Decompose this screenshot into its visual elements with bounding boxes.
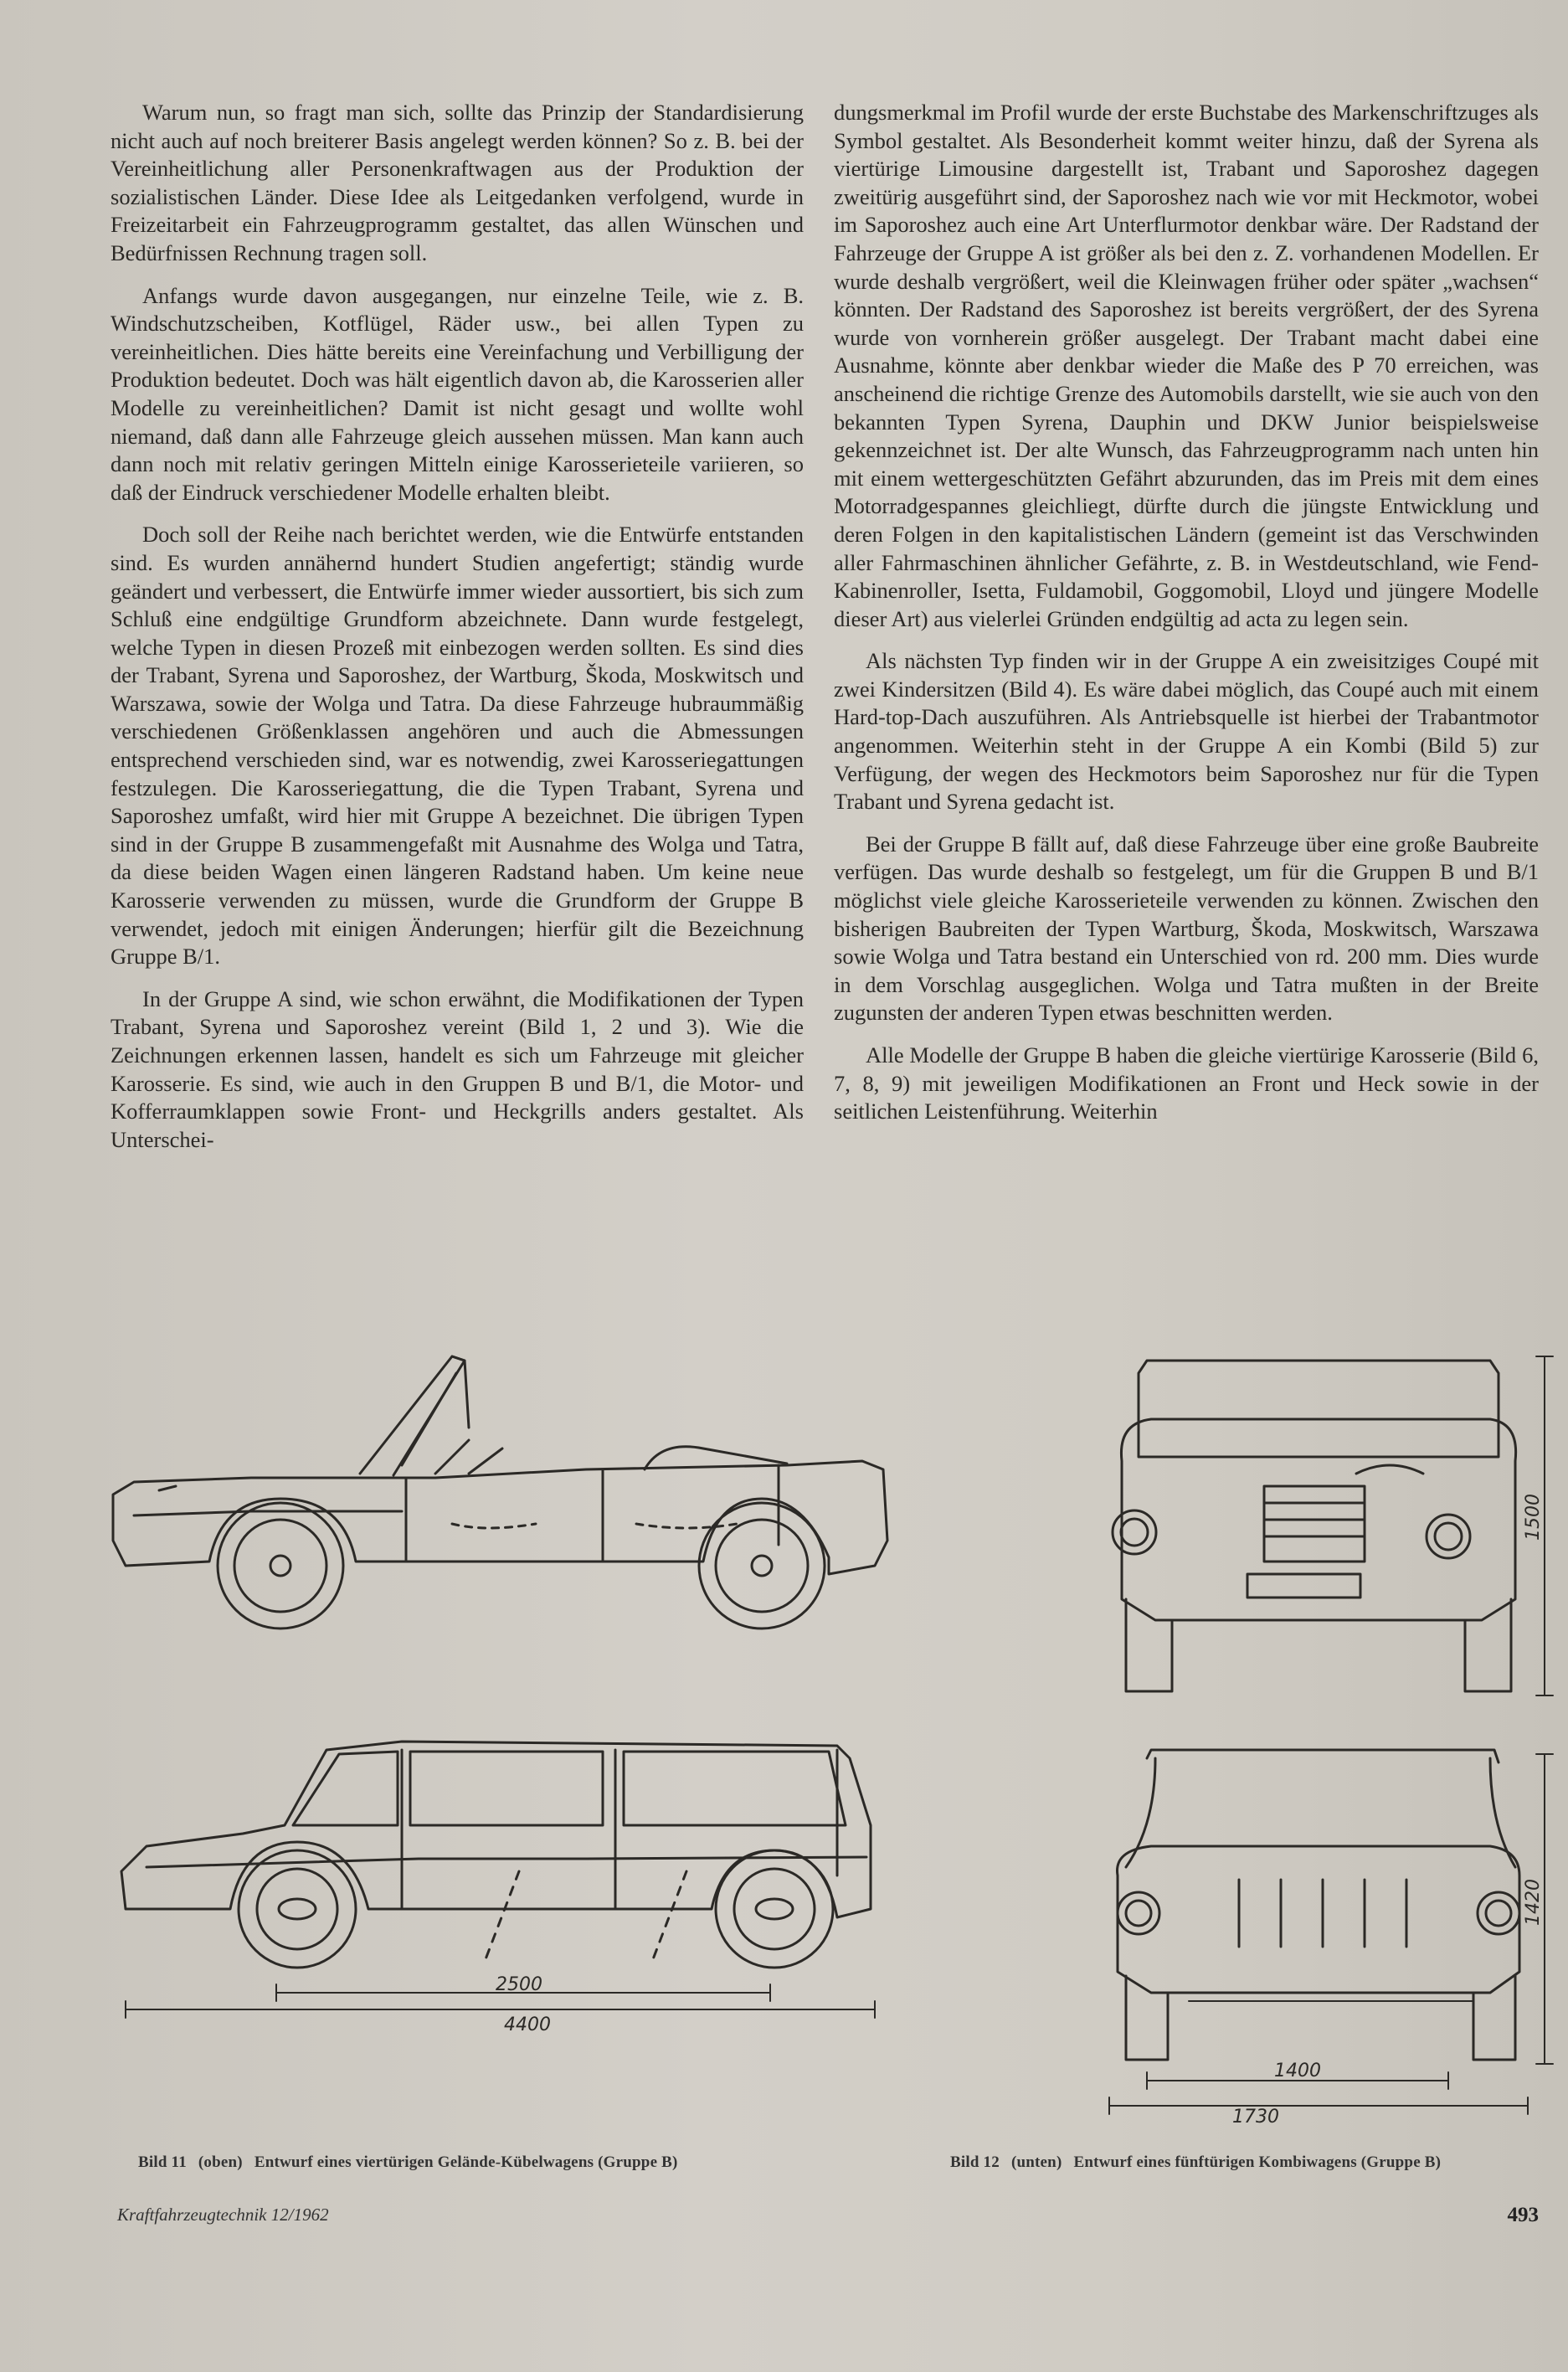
caption-number: Bild 12 bbox=[950, 2153, 1000, 2171]
caption-number: Bild 11 bbox=[138, 2153, 187, 2171]
caption-position: (oben) bbox=[198, 2153, 243, 2171]
left-text-column bbox=[111, 99, 804, 1168]
height-dimension-label: 1500 bbox=[1523, 1494, 1544, 1541]
wheelbase-dimension-label: 2500 bbox=[496, 1974, 542, 1995]
paragraph: Als nächsten Typ finden wir in der Gruppe A ein zweisitziges Coupé mit zwei Kindersitzen (Bild 4). Es wäre dabei möglich, das Coupé auch mit einem Hard-top-Dach auszuführen. Als Antriebsquelle ist hierbei der Trabantmotor angenommen. Weiterhin steht in der Gruppe A ein Kombi (Bild 5) zur Verfügung, der wegen des Heckmotors beim Saporoshez nur für die Typen Trabant und Syrena gedacht ist. bbox=[834, 648, 1539, 815]
caption-text: Entwurf eines viertürigen Gelände-Kübelwagens (Gruppe B) bbox=[254, 2153, 678, 2171]
caption-text: Entwurf eines fünftürigen Kombiwagens (Gruppe B) bbox=[1073, 2153, 1442, 2171]
paragraph: Doch soll der Reihe nach berichtet werden, wie die Entwürfe entstanden sind. Es wurden annähernd hundert Studien angefertigt; ständig wurde geändert und verbessert, die Entwürfe immer wieder aussortiert, bis sich zum Schluß eine endgültige Grundform abzeichnete. Dann wurde festgelegt, welche Typen in diesen Prozeß mit einbezogen werden sollten. Es sind dies der Trabant, Syrena und Saporoshez, der Wartburg, Škoda, Moskwitsch und Warszawa, sowie der Wolga und Tatra. Da diese Fahrzeuge hubraummäßig verschiedenen Größenklassen angehören und auch die Abmessungen entsprechend verschieden sind, war es notwendig, zwei Karosseriegattungen festzulegen. Die Karosseriegattung, die die Typen Trabant, Syrena und Saporoshez umfaßt, wird hier mit Gruppe A bezeichnet. Die übrigen Typen sind in der Gruppe B zusammengefaßt mit Ausnahme des Wolga und Tatra, da diese beiden Wagen einen längeren Radstand haben. Um keine neue Karosserie verwenden zu müssen, wurde die Grundform der Gruppe B verwendet, jedoch mit einigen Änderungen; hierfür gilt die Bezeichnung Gruppe B/1. bbox=[111, 522, 804, 970]
journal-footer: Kraftfahrzeugtechnik 12/1962 bbox=[117, 2205, 329, 2225]
width-dimension-label: 1730 bbox=[1232, 2107, 1279, 2127]
side-view-utility-car-drawing bbox=[113, 1356, 887, 1628]
front-view-utility-car-drawing bbox=[1113, 1356, 1553, 1695]
track-dimension-label: 1400 bbox=[1274, 2061, 1321, 2081]
front-view-estate-car-drawing bbox=[1109, 1750, 1553, 2127]
paragraph: Alle Modelle der Gruppe B haben die gleiche viertürige Karosserie (Bild 6, 7, 8, 9) mit jeweiligen Modifikationen an Front und Heck sowie in der seitlichen Leistenführung. Weiterhin bbox=[834, 1042, 1539, 1124]
page-number: 493 bbox=[1507, 2204, 1539, 2226]
paragraph: Warum nun, so fragt man sich, sollte das Prinzip der Standardisierung nicht auch auf noch breiterer Basis angelegt werden können? So z. B. bei der Vereinheitlichung aller Personenkraftwagen aus der Produktion der sozialistischen Länder. Diese Idee als Leitgedanken verfolgend, wurde in Freizeitarbeit ein Fahrzeugprogramm gestaltet, das allen Wünschen und Bedürfnissen Rechnung tragen soll. bbox=[111, 100, 804, 265]
technical-drawings bbox=[0, 1323, 1568, 2127]
paragraph: dungsmerkmal im Profil wurde der erste Buchstabe des Markenschriftzuges als Symbol gestaltet. Als Besonderheit kommt weiter hinzu, daß der Syrena als viertürige Limousine dargestellt ist, Trabant und Saporoshez dagegen zweitürig ausgeführt sind, der Saporoshez nach wie vor mit Heckmotor, wobei im Saporoshez auch eine Art Unterflurmotor denkbar wäre. Der Radstand der Fahrzeuge der Gruppe A ist größer als bei den z. Z. vorhandenen Modellen. Er wurde deshalb vergrößert, weil die Kleinwagen früher oder später „wachsen“ könnten. Der Radstand des Saporoshez ist bereits vergrößert, der des Syrena wurde von vornherein größer ausgelegt. Der Trabant macht dabei eine Ausnahme, könnte aber denkbar wieder die Maße des P 70 erreichen, was anscheinend die richtige Grenze des Automobils darstellt, wie sie auch von den bekannten Typen Syrena, Dauphin und DKW Junior beispielsweise gekennzeichnet ist. Der alte Wunsch, das Fahrzeugprogramm nach unten hin mit einem wettergeschützten Gefährt abzurunden, das im Preis mit dem eines Motorradgespannes gleichliegt, dürfte durch die jüngste Entwicklung und deren Folgen in den kapitalistischen Ländern (gemeint ist das Verschwinden aller Fahrmaschinen ähnlicher Gefährte, z. B. in Westdeutschland, wie Fend-Kabinenroller, Isetta, Fuldamobil, Goggomobil, Lloyd und jüngere Modelle dieser Art) aus vielerlei Gründen endgültig ad acta zu legen sein. bbox=[834, 100, 1539, 631]
side-view-estate-car-drawing bbox=[121, 1742, 875, 2035]
paragraph: In der Gruppe A sind, wie schon erwähnt, die Modifikationen der Typen Trabant, Syrena und Saporoshez vereint (Bild 1, 2 und 3). Wie die Zeichnungen erkennen lassen, handelt es sich um Fahrzeuge mit gleicher Karosserie. Es sind, wie auch in den Gruppen B und B/1, die Motor- und Kofferraumklappen sowie Front- und Heckgrills anders gestaltet. Als Unterschei- bbox=[111, 985, 804, 1152]
paragraph: Bei der Gruppe B fällt auf, daß diese Fahrzeuge über eine große Baubreite verfügen. Das wurde deshalb so festgelegt, um für die Gruppen B und B/1 möglichst viele gleiche Karosserieteile verwenden zu können. Zwischen den bisherigen Baubreiten der Typen Wartburg, Škoda, Moskwitsch, Warszawa sowie Wolga und Tatra bestand ein Unterschied von rd. 200 mm. Dies wurde in dem Vorschlag ausgeglichen. Wolga und Tatra mußten in der Breite zugunsten der anderen Typen etwas beschnitten werden. bbox=[834, 831, 1539, 1026]
caption-position: (unten) bbox=[1010, 2153, 1062, 2171]
length-dimension-label: 4400 bbox=[504, 2014, 551, 2035]
paragraph: Anfangs wurde davon ausgegangen, nur einzelne Teile, wie z. B. Windschutzscheiben, Kotflügel, Räder usw., bei allen Typen zu vereinheitlichen. Dies hätte bereits eine Vereinfachung und Verbilligung der Produktion bedeutet. Doch was hält eigentlich davon ab, die Karosserien aller Modelle zu vereinheitlichen? Damit ist nicht gesagt und wollte wohl niemand, daß dann alle Fahrzeuge gleich aussehen müssen. Man kann auch dann noch mit relativ geringen Mitteln einige Karosserieteile variieren, so daß der Eindruck verschiedener Modelle erhalten bleibt. bbox=[111, 282, 804, 505]
figure-caption-12 bbox=[950, 2153, 1441, 2172]
height-dimension-label: 1420 bbox=[1523, 1879, 1544, 1926]
figure-caption-11 bbox=[138, 2153, 678, 2172]
right-text-column bbox=[834, 99, 1539, 1140]
